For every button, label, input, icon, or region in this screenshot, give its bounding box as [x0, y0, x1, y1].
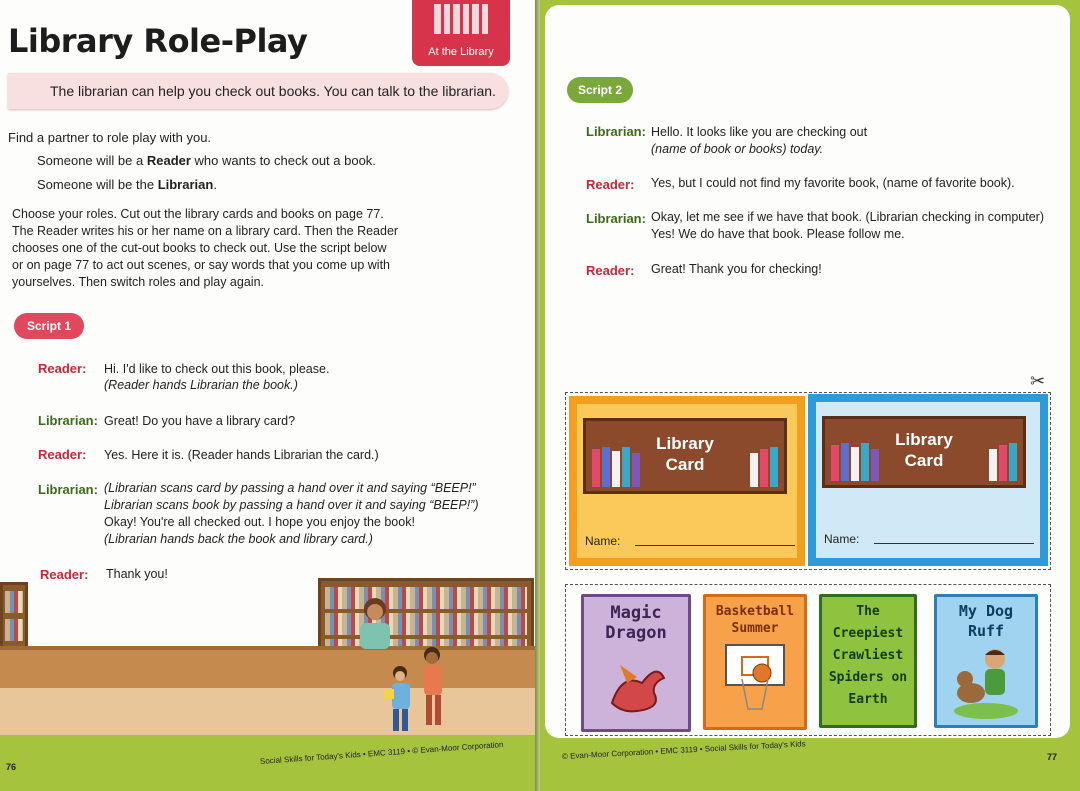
script1-line: Great! Do you have a library card?: [104, 414, 296, 428]
script1-speaker: Librarian:: [38, 413, 98, 428]
script2-speaker: Reader:: [586, 177, 635, 192]
paragraph-line: Choose your roles. Cut out the library cards and books on page 77.: [12, 207, 384, 221]
book-creepiest-spiders: [819, 594, 917, 728]
role-librarian-bold: Librarian: [157, 177, 214, 192]
card-name-line: [874, 543, 1034, 544]
scissors-icon: ✂: [1030, 371, 1046, 391]
book-my-dog-ruff: [934, 594, 1038, 728]
paragraph-line: chooses one of the cut-out books to check out. Use the script below: [12, 241, 387, 255]
role-librarian-prefix: Someone will be the: [37, 177, 158, 192]
card-bookshelf: [822, 416, 1026, 488]
card-title-line1: Library: [895, 430, 953, 449]
role-librarian-text: [37, 177, 217, 192]
dragon-icon: [602, 653, 672, 719]
script2-line: (name of book or books) today.: [651, 142, 824, 156]
left-page-number: 76: [6, 762, 17, 772]
script1-line: (Reader hands Librarian the book.): [104, 378, 298, 392]
script1-speaker: Reader:: [38, 361, 87, 376]
book-title: The Creepiest Crawliest Spiders on Earth: [828, 604, 908, 707]
book-title: Magic Dragon: [605, 603, 667, 643]
right-page-number: 77: [1047, 752, 1058, 762]
script1-line: Thank you!: [106, 567, 168, 581]
card-bookshelf: [583, 418, 787, 494]
script1-line: Yes. Here it is. (Reader hands Librarian the card.): [104, 448, 379, 462]
card-name-label: Name:: [585, 534, 621, 548]
card-title-line2: Card: [904, 451, 944, 470]
script2-label: Script 2: [567, 77, 633, 103]
library-desk: [0, 646, 540, 692]
script1-line: (Librarian hands back the book and library card.): [104, 532, 373, 546]
role-reader-suffix: who wants to check out a book.: [190, 153, 376, 168]
card-name-label: Name:: [824, 532, 860, 546]
banner-text: The librarian can help you check out books. You can talk to the librarian.: [50, 83, 496, 99]
card-title-line2: Card: [665, 455, 705, 474]
library-card: [569, 396, 805, 566]
book-magic-dragon: [581, 594, 691, 732]
script1-speaker: Reader:: [38, 447, 87, 462]
script2-line: Yes! We do have that book. Please follow me.: [651, 227, 905, 241]
script1-line: Hi. I'd like to check out this book, please.: [104, 362, 330, 376]
boy-and-dog-icon: [951, 645, 1021, 719]
library-card: [808, 394, 1048, 566]
page-title: Library Role-Play: [8, 22, 308, 60]
script1-line: (Librarian scans card by passing a hand over it and saying “BEEP!”: [104, 481, 476, 495]
book-basketball-summer: [703, 594, 807, 730]
script2-line: Yes, but I could not find my favorite book, (name of favorite book).: [651, 176, 1015, 190]
role-reader-prefix: Someone will be a: [37, 153, 147, 168]
librarian-and-children-figures: [340, 595, 450, 735]
paragraph-line: or on page 77 to act out scenes, or say words that you come up with: [12, 258, 390, 272]
right-footer: © Evan-Moor Corporation • EMC 3119 • Social Skills for Today's Kids: [561, 739, 806, 761]
role-reader-bold: Reader: [146, 153, 191, 168]
script2-speaker: Librarian:: [586, 124, 646, 139]
script2-speaker: Reader:: [586, 263, 635, 278]
book-title: My Dog Ruff: [958, 602, 1014, 640]
basketball-hoop-icon: [724, 643, 786, 719]
tag-label: At the Library: [428, 46, 494, 58]
left-footer: Social Skills for Today's Kids • EMC 3119 • © Evan-Moor Corporation: [259, 739, 504, 766]
script2-line: Great! Thank you for checking!: [651, 262, 822, 276]
paragraph-line: yourselves. Then switch roles and play again.: [12, 275, 264, 289]
script2-speaker: Librarian:: [586, 211, 646, 226]
script2-line: Hello. It looks like you are checking out: [651, 125, 868, 139]
script1-label: Script 1: [14, 313, 84, 339]
role-reader-text: [37, 153, 376, 168]
books-icon: [434, 0, 488, 34]
card-title-line1: Library: [656, 434, 714, 453]
script1-line: Okay! You're all checked out. I hope you enjoy the book!: [104, 515, 415, 529]
right-page: [540, 0, 1080, 791]
role-librarian-suffix: .: [213, 177, 217, 192]
intro-banner: [8, 73, 508, 109]
library-floor: [0, 688, 535, 735]
instructions-intro: Find a partner to role play with you.: [8, 130, 212, 145]
card-name-line: [635, 545, 795, 546]
script1-line: Librarian scans book by passing a hand over it and saying “BEEP!”): [104, 498, 479, 512]
script1-speaker: Librarian:: [38, 482, 98, 497]
script1-speaker: Reader:: [40, 567, 89, 582]
paragraph-line: The Reader writes his or her name on a library card. Then the Reader: [12, 224, 399, 238]
at-the-library-tag: [412, 0, 510, 66]
book-title: Basketball Summer: [715, 604, 795, 636]
script2-line: Okay, let me see if we have that book. (Librarian checking in computer): [651, 210, 1045, 224]
